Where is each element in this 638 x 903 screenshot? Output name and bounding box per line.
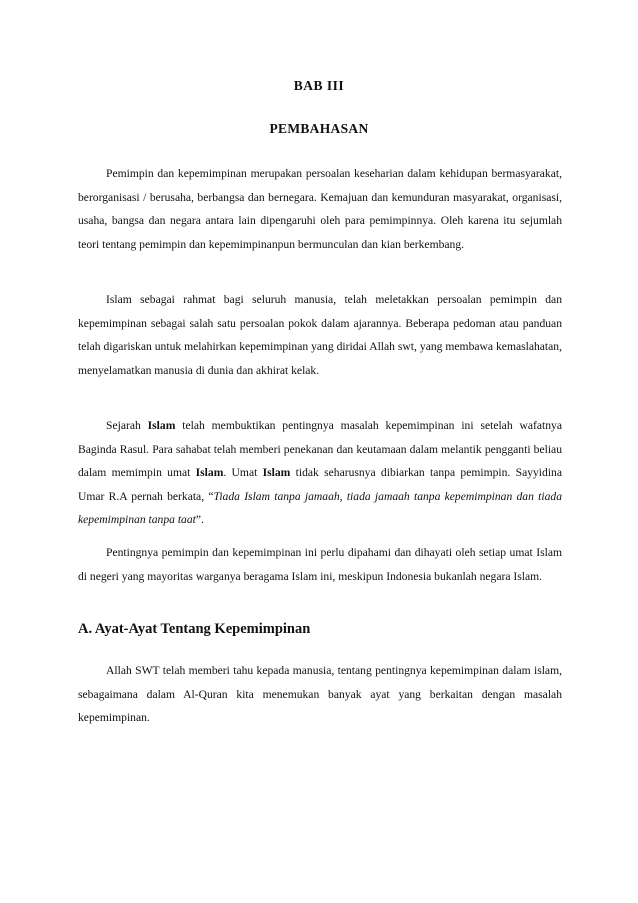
paragraph: Pemimpin dan kepemimpinan merupakan persoalan keseharian dalam kehidupan bermasyarakat, berorganisasi / berusaha, berbangsa dan bernegara. Kemajuan dan kemunduran masyarakat, organisasi, usaha, bangsa dan negara antara lain dipengaruhi oleh para pemimpinnya. Oleh karena itu sejumlah teori tentang pemimpin dan kepemimpinanpun bermunculan dan kian berkembang.	[78, 167, 562, 251]
text-run: ”.	[195, 513, 204, 526]
text-run: tidak seharusnya dibiarkan tanpa pemimpin. Sayyidina Umar R.A pernah berkata, “	[78, 466, 562, 503]
section-title: PEMBAHASAN	[269, 121, 369, 136]
chapter-title: BAB III	[293, 78, 345, 93]
paragraph: Islam sebagai rahmat bagi seluruh manusia, telah meletakkan persoalan pemimpin dan kepemimpinan sebagai salah satu persoalan pokok dalam ajarannya. Beberapa pedoman atau panduan telah digariskan untuk melahirkan kepemimpinan yang diridai Allah swt, yang membawa kemaslahatan, menyelamatkan manusia di dunia dan akhirat kelak.	[78, 293, 562, 377]
text-run: Sejarah	[106, 419, 148, 432]
keyword-islam: Islam	[262, 466, 291, 479]
keyword-islam: Islam	[147, 419, 176, 432]
subsection-heading: A. Ayat-Ayat Tentang Kepemimpinan	[78, 621, 311, 637]
text-run: telah membuktikan pentingnya masalah kepemimpinan ini setelah wafatnya Baginda Rasul. Para sahabat telah memberi penekanan dan keutamaan dalam melantik pengganti beliau dalam memimpin umat	[78, 419, 562, 479]
paragraph	[78, 414, 562, 532]
paragraph: Pentingnya pemimpin dan kepemimpinan ini perlu dipahami dan dihayati oleh setiap umat Islam di negeri yang mayoritas warganya beragama Islam ini, meskipun Indonesia bukanlah negara Islam.	[78, 546, 562, 583]
paragraph: Allah SWT telah memberi tahu kepada manusia, tentang pentingnya kepemimpinan dalam islam, sebagaimana dalam Al-Quran kita menemukan banyak ayat yang berkaitan dengan masalah kepemimpinan.	[78, 664, 562, 724]
keyword-islam: Islam	[195, 466, 224, 479]
text-run: . Umat	[223, 466, 263, 479]
quote: Tiada Islam tanpa jamaah, tiada jamaah tanpa kepemimpinan dan tiada kepemimpinan tanpa taat	[78, 489, 562, 526]
